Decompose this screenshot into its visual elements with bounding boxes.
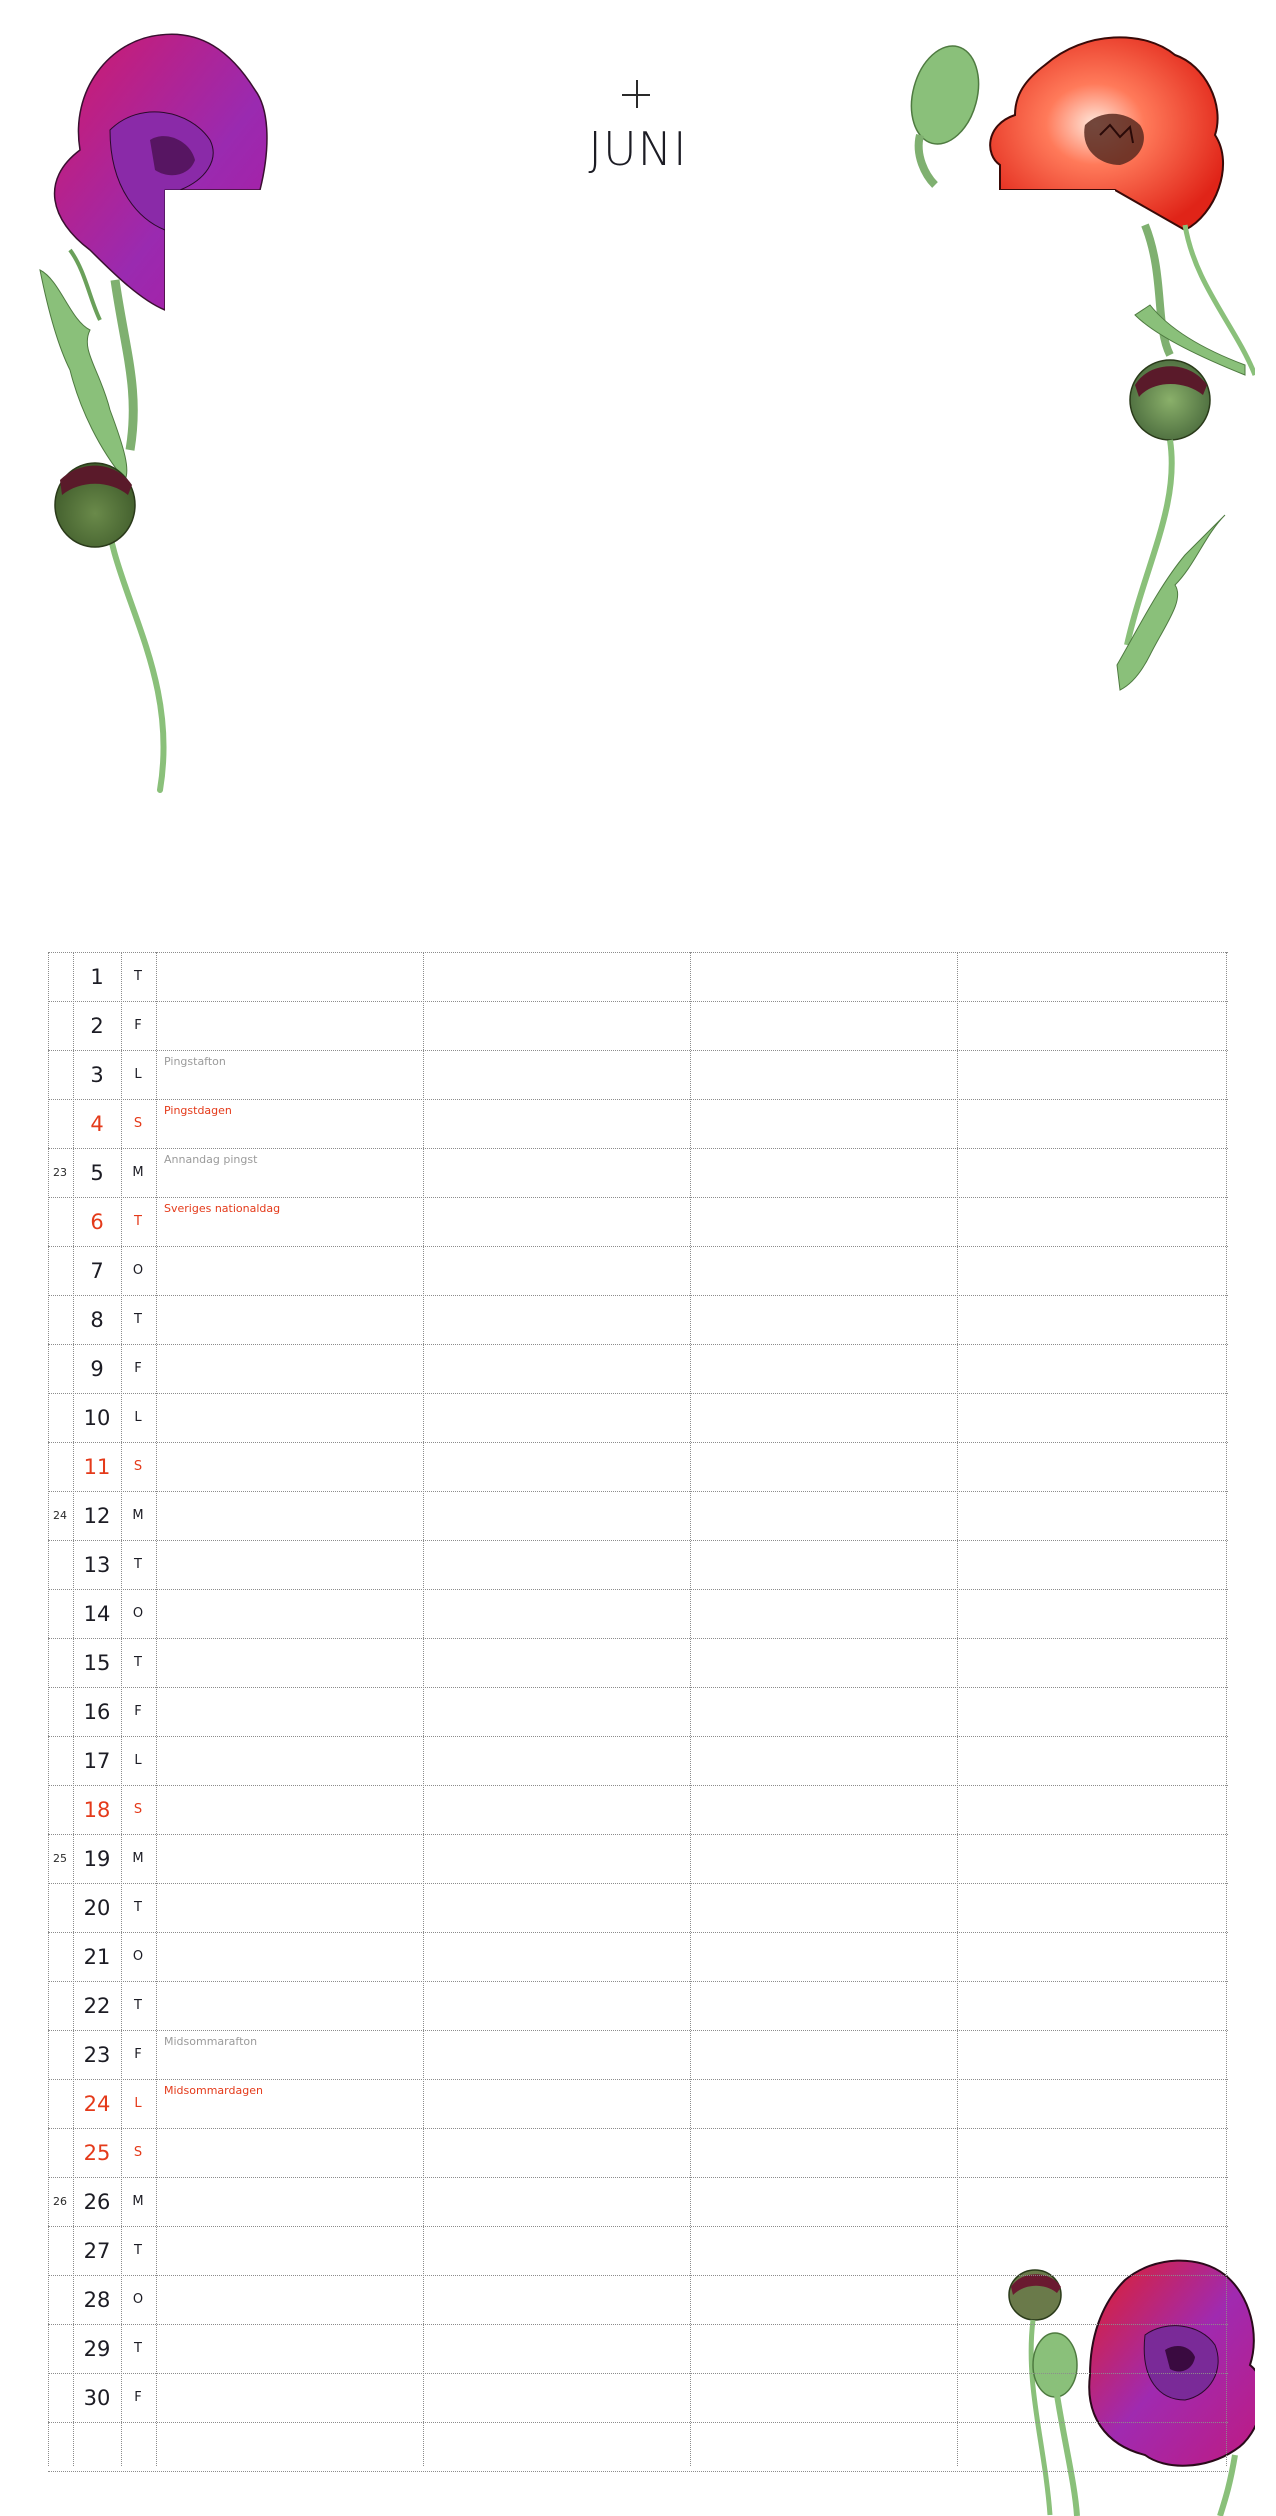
day-number: 22 [83, 1994, 111, 2018]
day-number: 23 [83, 2043, 111, 2067]
weekday-letter: T [134, 1900, 142, 1915]
calendar-row[interactable] [48, 1932, 1228, 1981]
day-number: 21 [83, 1945, 111, 1969]
weekday-letter: L [134, 1067, 142, 1082]
week-number [48, 2080, 72, 2128]
day-number: 18 [83, 1798, 111, 1822]
weekday-letter: L [134, 1753, 142, 1768]
day-number: 25 [83, 2141, 111, 2165]
calendar-row[interactable] [48, 2324, 1228, 2373]
month-title: JUNI [588, 122, 688, 176]
calendar-row[interactable] [48, 2177, 1228, 2226]
week-number [48, 1443, 72, 1491]
day-number: 26 [83, 2190, 111, 2214]
day-number: 27 [83, 2239, 111, 2263]
day-number: 1 [90, 965, 104, 989]
day-number: 28 [83, 2288, 111, 2312]
day-number: 24 [83, 2092, 111, 2116]
weekday-letter: F [134, 1704, 142, 1719]
weekday-letter: M [132, 1508, 144, 1523]
purple-poppy-illustration [30, 30, 270, 800]
calendar-row[interactable] [48, 1589, 1228, 1638]
calendar-grid [48, 952, 1228, 2472]
weekday-letter: T [134, 1998, 142, 2013]
weekday-letter: T [134, 969, 142, 984]
weekday-letter: M [132, 2194, 144, 2209]
day-number: 29 [83, 2337, 111, 2361]
calendar-row[interactable] [48, 1638, 1228, 1687]
weekday-letter: T [134, 1655, 142, 1670]
holiday-note: Pingstafton [164, 1055, 226, 1068]
calendar-row[interactable] [48, 1001, 1228, 1050]
weekday-letter: F [134, 1018, 142, 1033]
week-number [48, 1590, 72, 1638]
day-number: 17 [83, 1749, 111, 1773]
calendar-row[interactable] [48, 1785, 1228, 1834]
weekday-letter: T [134, 2243, 142, 2258]
holiday-note: Pingstdagen [164, 1104, 232, 1117]
day-number: 9 [90, 1357, 104, 1381]
day-number: 4 [90, 1112, 104, 1136]
calendar-row[interactable] [48, 2128, 1228, 2177]
week-number: 24 [53, 1509, 67, 1522]
calendar-row[interactable] [48, 1148, 1228, 1197]
day-number: 3 [90, 1063, 104, 1087]
calendar-row[interactable] [48, 1442, 1228, 1491]
week-number [48, 1051, 72, 1099]
calendar-row[interactable] [48, 2422, 1228, 2472]
week-number [48, 1639, 72, 1687]
week-number [48, 2374, 72, 2422]
calendar-row[interactable] [48, 1687, 1228, 1736]
weekday-letter: F [134, 1361, 142, 1376]
calendar-row[interactable] [48, 1834, 1228, 1883]
week-number [48, 2423, 72, 2471]
weekday-letter: M [132, 1851, 144, 1866]
holiday-note: Midsommarafton [164, 2035, 258, 2048]
day-number: 15 [83, 1651, 111, 1675]
week-number [48, 2031, 72, 2079]
weekday-letter: T [134, 2341, 142, 2356]
weekday-letter: T [134, 1214, 142, 1229]
calendar-row[interactable] [48, 1197, 1228, 1246]
week-number [48, 2276, 72, 2324]
day-number: 14 [83, 1602, 111, 1626]
week-number [48, 1786, 72, 1834]
calendar-row[interactable] [48, 2275, 1228, 2324]
weekday-letter: L [134, 1410, 142, 1425]
calendar-row[interactable] [48, 2079, 1228, 2128]
week-number [48, 1394, 72, 1442]
day-number: 20 [83, 1896, 111, 1920]
weekday-letter: S [133, 1459, 143, 1474]
day-number: 19 [83, 1847, 111, 1871]
week-number [48, 1198, 72, 1246]
calendar-row[interactable] [48, 952, 1228, 1001]
week-number: 25 [53, 1852, 67, 1865]
day-number [74, 2423, 120, 2471]
weekday-letter: M [132, 1165, 144, 1180]
calendar-row[interactable] [48, 1883, 1228, 1932]
day-number: 10 [83, 1406, 111, 1430]
week-number [48, 1688, 72, 1736]
week-number [48, 2227, 72, 2275]
holiday-note: Annandag pingst [164, 1153, 258, 1166]
day-number: 5 [90, 1161, 104, 1185]
calendar-row[interactable] [48, 1344, 1228, 1393]
calendar-row[interactable] [48, 2226, 1228, 2275]
calendar-row[interactable] [48, 1295, 1228, 1344]
calendar-row[interactable] [48, 1246, 1228, 1295]
week-number [48, 1247, 72, 1295]
day-number: 30 [83, 2386, 111, 2410]
day-number: 6 [90, 1210, 104, 1234]
plus-icon [622, 80, 652, 110]
calendar-row[interactable] [48, 1981, 1228, 2030]
week-number [48, 1982, 72, 2030]
weekday-letter: S [133, 2145, 143, 2160]
calendar-row[interactable] [48, 1393, 1228, 1442]
week-number [48, 1345, 72, 1393]
week-number [48, 2129, 72, 2177]
day-number: 2 [90, 1014, 104, 1038]
day-number: 13 [83, 1553, 111, 1577]
week-number [48, 1933, 72, 1981]
day-number: 8 [90, 1308, 104, 1332]
holiday-note: Sveriges nationaldag [164, 1202, 281, 1215]
weekday-letter: O [132, 2292, 144, 2307]
week-number [48, 953, 72, 1001]
week-number [48, 1737, 72, 1785]
day-number: 7 [90, 1259, 104, 1283]
weekday-letter: T [134, 1557, 142, 1572]
calendar-row[interactable] [48, 1050, 1228, 1099]
calendar-row[interactable] [48, 1736, 1228, 1785]
holiday-note: Midsommardagen [164, 2084, 263, 2097]
calendar-row[interactable] [48, 1491, 1228, 1540]
weekday-letter: F [134, 2390, 142, 2405]
calendar-row[interactable] [48, 1099, 1228, 1148]
week-number [48, 1541, 72, 1589]
weekday-letter: O [132, 1263, 144, 1278]
week-number: 26 [53, 2195, 67, 2208]
weekday-letter: T [134, 1312, 142, 1327]
day-number: 11 [83, 1455, 111, 1479]
red-poppy-illustration [895, 25, 1255, 715]
weekday-letter: O [132, 1606, 144, 1621]
weekday-letter: L [134, 2096, 142, 2111]
week-number [48, 1002, 72, 1050]
weekday-letter: O [132, 1949, 144, 1964]
calendar-row[interactable] [48, 2030, 1228, 2079]
week-number [48, 1296, 72, 1344]
weekday-letter: F [134, 2047, 142, 2062]
calendar-row[interactable] [48, 1540, 1228, 1589]
day-number: 16 [83, 1700, 111, 1724]
day-number: 12 [83, 1504, 111, 1528]
week-number [48, 2325, 72, 2373]
week-number [48, 1100, 72, 1148]
calendar-row[interactable] [48, 2373, 1228, 2422]
weekday-letter: S [133, 1116, 143, 1131]
weekday-letter: S [133, 1802, 143, 1817]
week-number: 23 [53, 1166, 67, 1179]
week-number [48, 1884, 72, 1932]
weekday-letter [122, 2423, 154, 2471]
